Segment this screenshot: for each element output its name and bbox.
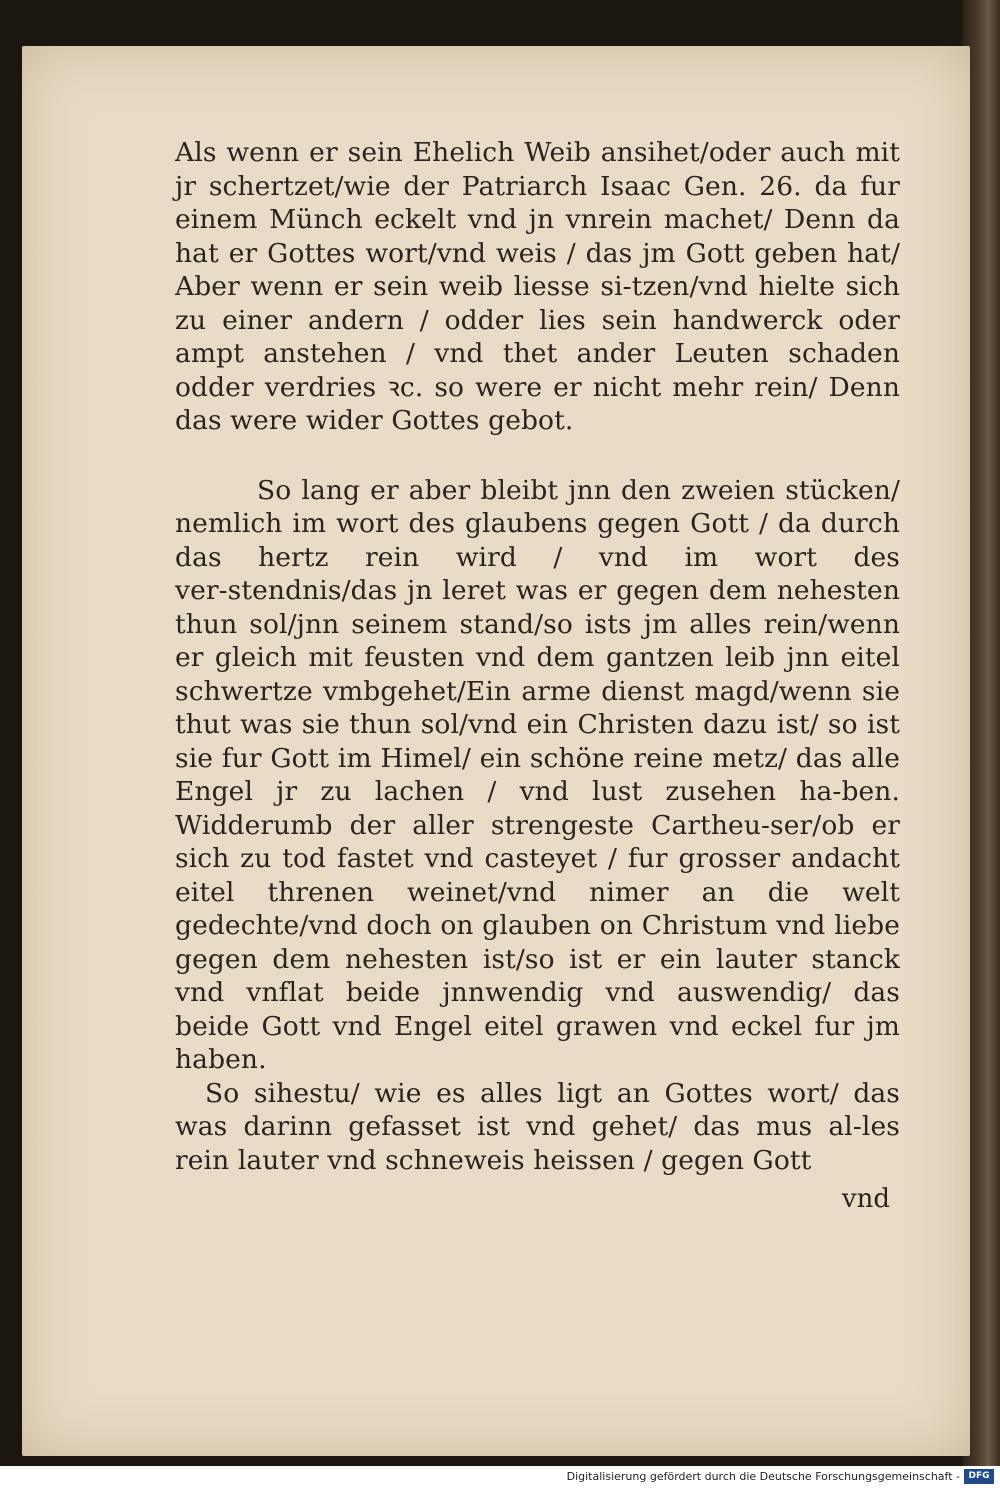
paragraph-3: So sihestu/ wie es alles ligt an Gottes wort/ das was darinn gefasset ist vnd gehet/ das mus al‑les rein lauter vnd schneweis heissen / gegen Gott — [175, 1077, 900, 1176]
footer-bar — [0, 1466, 1000, 1488]
paragraph-2: So lang er aber bleibt jnn den zweien stücken/ nemlich im wort des glaubens gegen Gott / da durch das hertz rein wird / vnd im wort des ver‑stendnis/das jn leret was er gegen dem nehesten thun sol/jnn seinem stand/so ists jm alles rein/wenn er gleich mit feusten vnd dem gantzen leib jnn eitel schwertze vmbgehet/Ein arme dienst magd/wenn sie thut was sie thun sol/vnd ein Christen dazu ist/ so ist sie fur Gott im Himel/ ein schöne reine metz/ das alle Engel jr zu lachen / vnd lust zusehen ha‑ben. Widderumb der aller strengeste Cartheu‑ser/ob er sich zu tod fastet vnd casteyet / fur grosser andacht eitel threnen weinet/vnd nimer an die welt gedechte/vnd doch on glauben on Christum vnd liebe gegen dem nehesten ist/so ist er ein lauter stanck vnd vnflat beide jnnwendig vnd auswendig/ das beide Gott vnd Engel eitel grawen vnd eckel fur jm haben. — [175, 474, 900, 1075]
catchword: vnd — [841, 1184, 890, 1214]
paragraph-1: Als wenn er sein Ehelich Weib ansihet/oder auch mit jr schertzet/wie der Patriarch Isaac Gen. 26. da fur einem Münch eckelt vnd jn vnrein machet/ Denn da hat er Gottes wort/vnd weis / das jm Gott geben hat/ Aber wenn er sein weib liesse si‑tzen/vnd hielte sich zu einer andern / odder lies sein handwerck oder ampt anstehen / vnd thet ander Leuten schaden odder verdries ꝛc. so were er nicht mehr rein/ Denn das were wider Gottes gebot. — [175, 137, 900, 436]
dfg-logo-icon: DFG — [964, 1469, 994, 1484]
page-text — [175, 136, 900, 1177]
footer-credit: Digitalisierung gefördert durch die Deutsche Forschungsgemeinschaft - — [566, 1470, 960, 1483]
